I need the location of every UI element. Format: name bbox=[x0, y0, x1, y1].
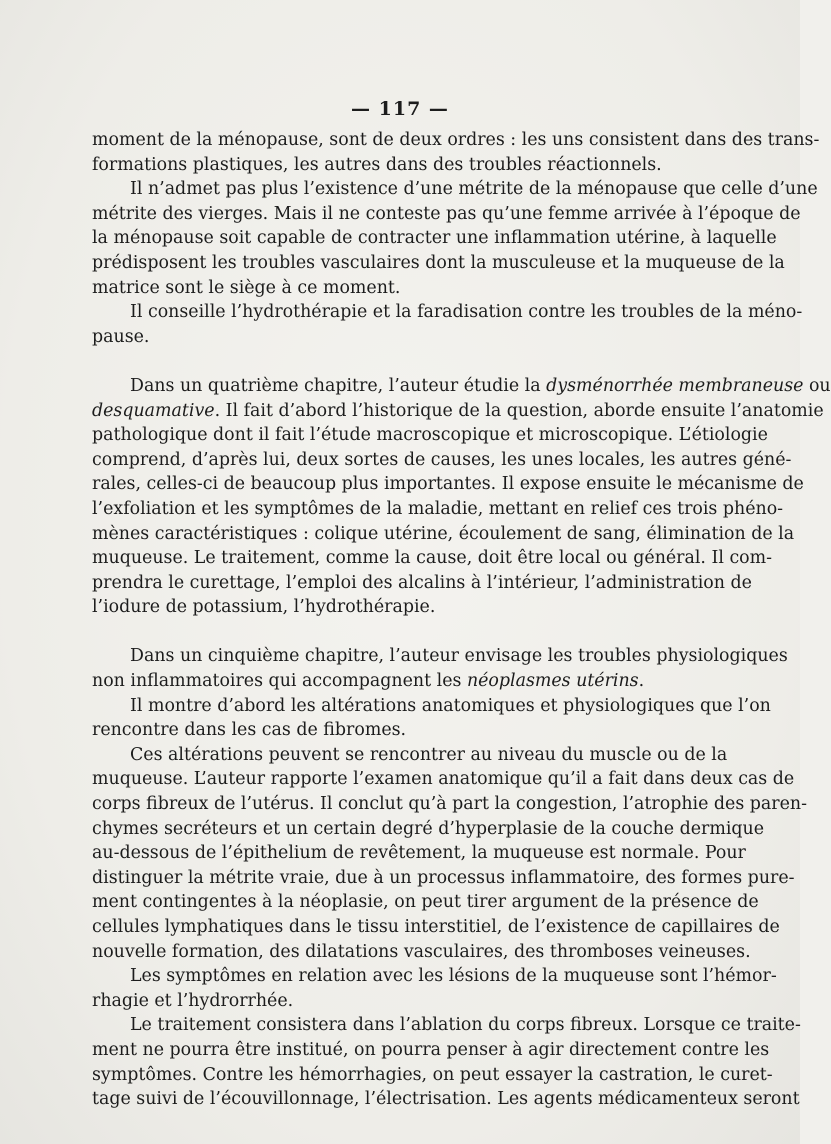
text-line: Ces altérations peuvent se rencontrer au niveau du muscle ou de la bbox=[130, 744, 728, 765]
text-line: Le traitement consistera dans l’ablation du corps fibreux. Lorsque ce traite- bbox=[130, 1015, 801, 1036]
text-line: Dans un quatrième chapitre, l’auteur étudie la dysménorrhée membraneuse ou bbox=[130, 375, 831, 396]
text-line: la ménopause soit capable de contracter une inflammation utérine, à laquelle bbox=[92, 228, 777, 249]
text-line: pause. bbox=[92, 326, 150, 347]
text-line: au-dessous de l’épithelium de revêtement, la muqueuse est normale. Pour bbox=[92, 843, 746, 864]
text-line: non inflammatoires qui accompagnent les néoplasmes utérins. bbox=[92, 671, 645, 692]
text-line: matrice sont le siège à ce moment. bbox=[92, 277, 401, 298]
text-line: Les symptômes en relation avec les lésions de la muqueuse sont l’hémor- bbox=[130, 966, 777, 987]
paragraph-gap bbox=[92, 620, 710, 645]
text-line: chymes secréteurs et un certain degré d’hyperplasie de la couche dermique bbox=[92, 818, 765, 839]
text-line: comprend, d’après lui, deux sortes de causes, les unes locales, les autres géné- bbox=[92, 449, 792, 470]
text-line: rales, celles-ci de beaucoup plus importantes. Il expose ensuite le mécanisme de bbox=[92, 474, 804, 495]
paragraph-gap bbox=[92, 349, 710, 374]
text-line: mènes caractéristiques : colique utérine, écoulement de sang, élimination de la bbox=[92, 523, 795, 544]
text-line: ment contingentes à la néoplasie, on peut tirer argument de la présence de bbox=[92, 892, 759, 913]
text-line: cellules lymphatiques dans le tissu interstitiel, de l’existence de capillaires de bbox=[92, 917, 780, 937]
text-line: desquamative. Il fait d’abord l’historique de la question, aborde ensuite l’anatomie bbox=[92, 400, 824, 421]
text-line: ment ne pourra être institué, on pourra penser à agir directement contre les bbox=[92, 1039, 770, 1060]
text-line: prendra le curettage, l’emploi des alcalins à l’intérieur, l’administration de bbox=[92, 572, 752, 593]
text-line: corps fibreux de l’utérus. Il conclut qu’à part la congestion, l’atrophie des paren- bbox=[92, 794, 807, 815]
text-line: pathologique dont il fait l’étude macroscopique et microscopique. L’étiologie bbox=[92, 425, 768, 446]
text-line: formations plastiques, les autres dans des troubles réactionnels. bbox=[92, 154, 662, 175]
text-line: l’exfoliation et les symptômes de la maladie, mettant en relief ces trois phéno- bbox=[92, 498, 784, 519]
text-line: rencontre dans les cas de fibromes. bbox=[92, 720, 407, 741]
body-text bbox=[92, 128, 831, 1112]
text-line: Il n’admet pas plus l’existence d’une métrite de la ménopause que celle d’une bbox=[130, 179, 818, 200]
text-line: moment de la ménopause, sont de deux ordres : les uns consistent dans des trans- bbox=[92, 130, 820, 150]
text-line: symptômes. Contre les hémorrhagies, on peut essayer la castration, le curet- bbox=[92, 1064, 773, 1085]
text-line: rhagie et l’hydrorrhée. bbox=[92, 990, 294, 1011]
text-line: Il montre d’abord les altérations anatomiques et physiologiques que l’on bbox=[130, 695, 771, 716]
text-line: muqueuse. L’auteur rapporte l’examen anatomique qu’il a fait dans deux cas de bbox=[92, 769, 795, 790]
text-line: distinguer la métrite vraie, due à un processus inflammatoire, des formes pure- bbox=[92, 867, 795, 888]
text-line: Dans un cinquième chapitre, l’auteur envisage les troubles physiologiques bbox=[130, 646, 788, 667]
text-line: nouvelle formation, des dilatations vasculaires, des thromboses veineuses. bbox=[92, 941, 751, 962]
text-line: l’iodure de potassium, l’hydrothérapie. bbox=[92, 597, 436, 618]
text-line: métrite des vierges. Mais il ne conteste pas qu’une femme arrivée à l’époque de bbox=[92, 203, 801, 224]
page-number: — 117 — bbox=[351, 98, 449, 120]
text-line: muqueuse. Le traitement, comme la cause, doit être local ou général. Il com- bbox=[92, 548, 773, 569]
text-line: Il conseille l’hydrothérapie et la faradisation contre les troubles de la méno- bbox=[130, 302, 803, 323]
text-line: tage suivi de l’écouvillonnage, l’électrisation. Les agents médicamenteux seront bbox=[92, 1089, 800, 1110]
text-line: prédisposent les troubles vasculaires dont la musculeuse et la muqueuse de la bbox=[92, 252, 785, 273]
